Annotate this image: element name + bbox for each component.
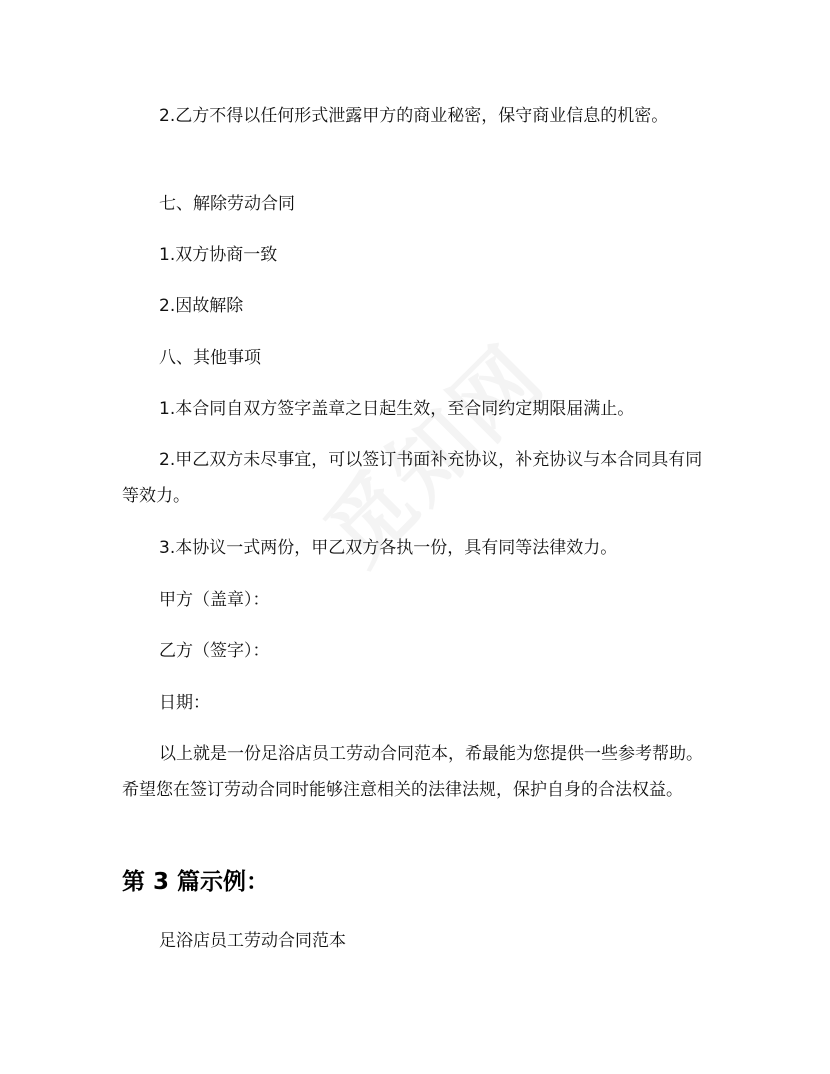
section-heading-example-3: 第 3 篇示例： (122, 869, 270, 895)
paragraph-section-8-title: 八、其他事项 (159, 348, 261, 368)
paragraph-effective-date: 1.本合同自双方签字盖章之日起生效，至合同约定期限届满止。 (159, 399, 635, 419)
party-a-seal-line: 甲方（盖章）： (159, 590, 270, 610)
paragraph-contract-title: 足浴店员工劳动合同范本 (159, 931, 346, 951)
paragraph-conclusion: 以上就是一份足浴店员工劳动合同范本，希最能为您提供一些参考帮助。希望您在签订劳动合同时能够注意相关的法律法规，保护自身的合法权益。 (122, 744, 703, 800)
paragraph-confidentiality: 2.乙方不得以任何形式泄露甲方的商业秘密，保守商业信息的机密。 (159, 106, 669, 126)
date-line: 日期： (159, 693, 210, 713)
paragraph-copies: 3.本协议一式两份，甲乙双方各执一份，具有同等法律效力。 (159, 538, 618, 558)
paragraph-termination-cause: 2.因故解除 (159, 296, 244, 316)
paragraph-section-7-title: 七、解除劳动合同 (159, 194, 295, 214)
paragraph-supplementary-agreement: 2.甲乙双方未尽事宜，可以签订书面补充协议，补充协议与本合同具有同等效力。 (122, 450, 703, 506)
party-b-signature-line: 乙方（签字）： (159, 641, 270, 661)
paragraph-mutual-agreement: 1.双方协商一致 (159, 245, 278, 265)
